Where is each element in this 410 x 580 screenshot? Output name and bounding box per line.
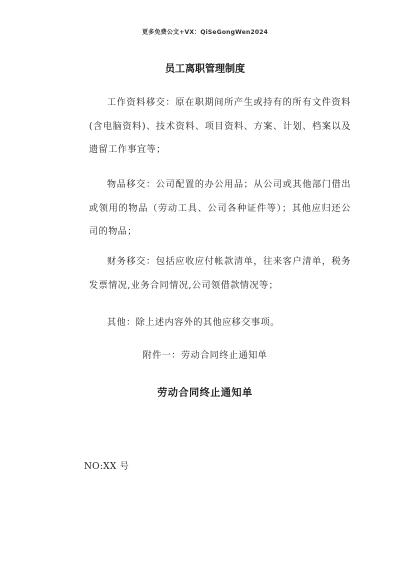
notice-number: NO:XX 号 xyxy=(84,462,130,472)
paragraph-other-handover: 其他：除上述内容外的其他应移交事项。 xyxy=(107,318,280,328)
paragraph-work-materials-handover: 工作资料移交：原在职期间所产生或持有的所有文件资料(含电脑资料)、技术资料、项目资料、方案、计划、档案以及遗留工作事宜等； xyxy=(89,98,351,155)
notice-title: 劳动合同终止通知单 xyxy=(157,388,253,399)
header-note: 更多免费公文+VX：QiSeGongWen2024 xyxy=(142,29,268,36)
document-title: 员工离职管理制度 xyxy=(165,64,245,75)
paragraph-items-handover: 物品移交：公司配置的办公用品；从公司或其他部门借出或领用的物品（劳动工具、公司各种证件等）；其他应归还公司的物品； xyxy=(89,180,351,237)
paragraph-finance-handover: 财务移交：包括应收应付帐款清单，往来客户清单，税务发票情况,业务合同情况,公司领借款情况等； xyxy=(89,257,351,291)
attachment-label: 附件一：劳动合同终止通知单 xyxy=(142,351,268,361)
